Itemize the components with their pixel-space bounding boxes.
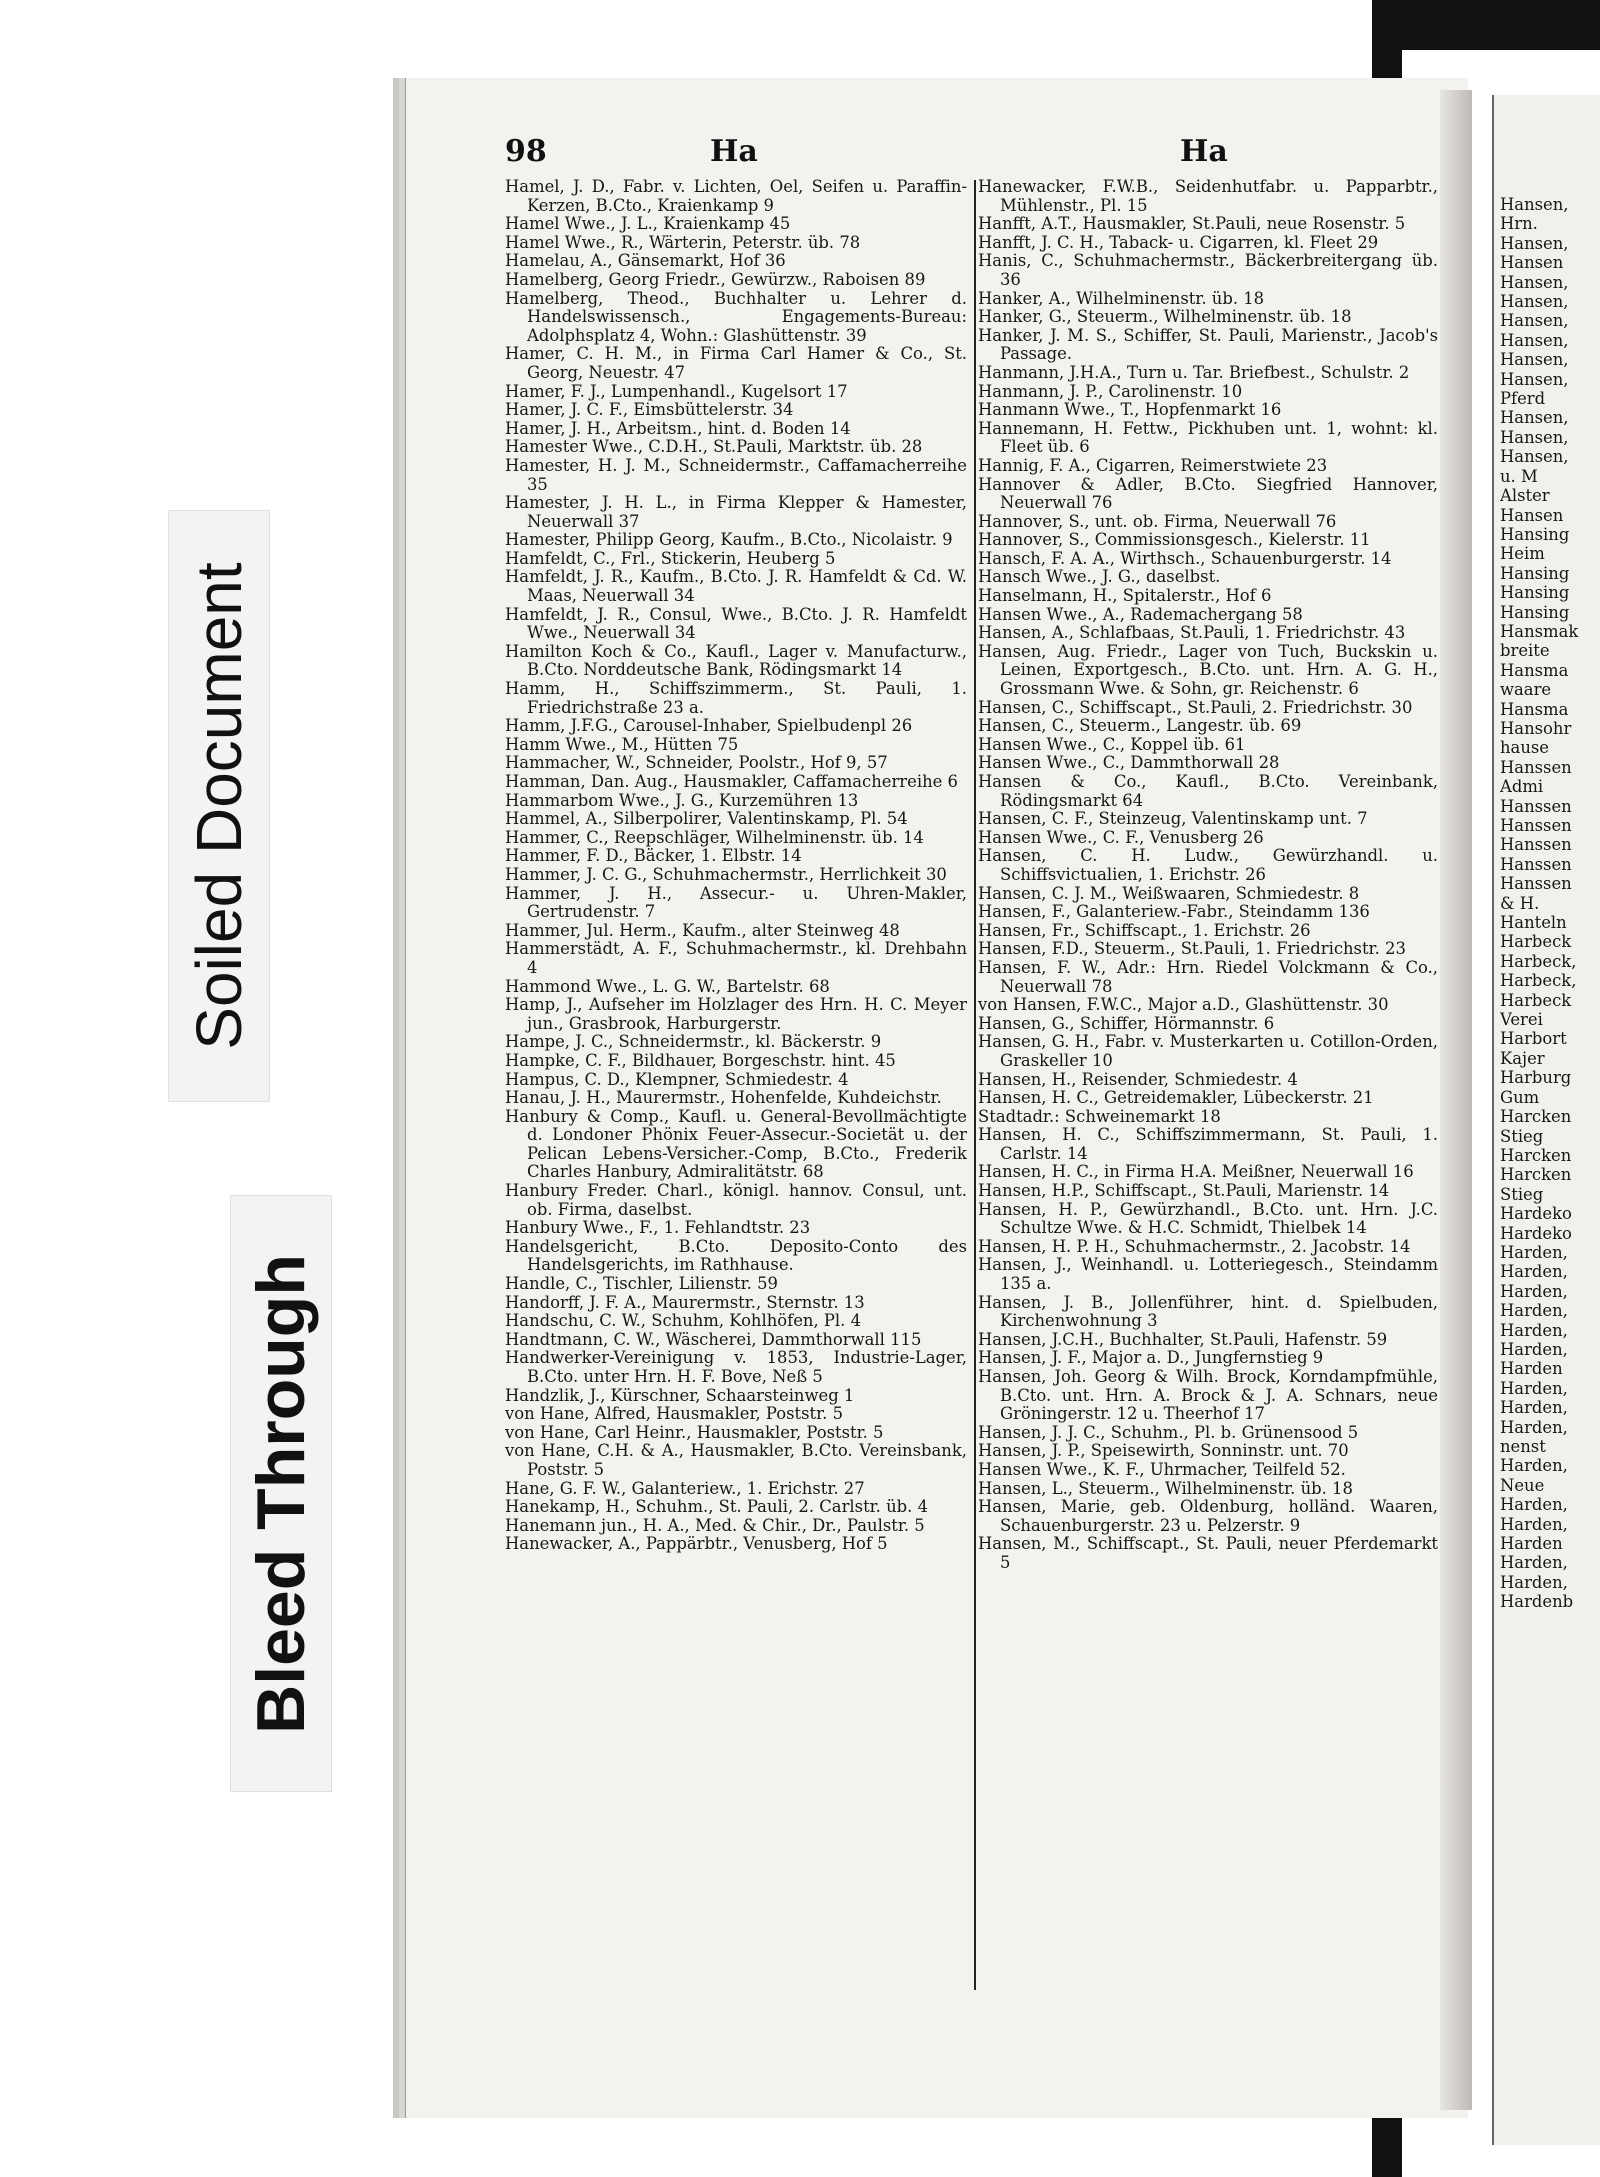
directory-entry: Hansen, H. P. H., Schuhmachermstr., 2. Jacobstr. 14 [978, 1236, 1411, 1256]
directory-entry: Hansen, C., Schiffscapt., St.Pauli, 2. Friedrichstr. 30 [978, 697, 1413, 717]
directory-entry: Hamer, C. H. M., in Firma Carl Hamer & Co., St. Georg, Neuestr. 47 [505, 344, 967, 382]
neighbor-entry-fragment: Hansmak [1500, 621, 1579, 641]
directory-entry: Hansen, H. C., Schiffszimmermann, St. Pauli, 1. Carlstr. 14 [978, 1125, 1438, 1163]
neighbor-entry-fragment: u. M [1500, 466, 1538, 486]
directory-entry: Hamm, J.F.G., Carousel-Inhaber, Spielbudenpl 26 [505, 716, 913, 736]
neighbor-entry-fragment: Hanteln [1500, 913, 1567, 933]
directory-entry: Hampke, C. F., Bildhauer, Borgeschstr. hint. 45 [505, 1050, 896, 1070]
neighbor-entry-fragment: Hansing [1500, 524, 1570, 544]
directory-entry: Hansen, Fr., Schiffscapt., 1. Erichstr. 26 [978, 920, 1311, 940]
neighbor-page-fragments [1500, 195, 1600, 1612]
directory-entry: Hamester, Philipp Georg, Kaufm., B.Cto., Nicolaistr. 9 [505, 530, 953, 550]
bleed-through-label [230, 1195, 332, 1792]
neighbor-entry-fragment: Hansen, [1500, 292, 1569, 312]
directory-entry: Hansen, J. B., Jollenführer, hint. d. Spielbuden, Kirchenwohnung 3 [978, 1292, 1438, 1331]
directory-entry: Hamelberg, Georg Friedr., Gewürzw., Raboisen 89 [505, 269, 926, 289]
neighbor-entry-fragment: Hardenb [1500, 1592, 1574, 1612]
directory-entry: Hammond Wwe., L. G. W., Bartelstr. 68 [505, 976, 830, 996]
directory-entry: Hansen Wwe., C., Koppel üb. 61 [978, 734, 1246, 754]
directory-entry: Hansen, J. J. C., Schuhm., Pl. b. Grünensood 5 [978, 1422, 1359, 1442]
neighbor-entry-fragment: Harbeck, [1500, 971, 1577, 991]
neighbor-entry-fragment: Harden, [1500, 1262, 1568, 1282]
directory-entry: Hanfft, A.T., Hausmakler, St.Pauli, neue Rosenstr. 5 [978, 214, 1406, 234]
directory-entry: Hansen Wwe., A., Rademachergang 58 [978, 604, 1303, 624]
directory-entry: von Hansen, F.W.C., Major a.D., Glashüttenstr. 30 [978, 995, 1389, 1015]
directory-entry: Stadtadr.: Schweinemarkt 18 [978, 1106, 1221, 1126]
directory-entry: Hamel Wwe., R., Wärterin, Peterstr. üb. 78 [505, 232, 861, 252]
neighbor-entry-fragment: Hanssen [1500, 854, 1572, 874]
neighbor-entry-fragment: Hansing [1500, 602, 1570, 622]
directory-entry: Hamelberg, Theod., Buchhalter u. Lehrer d. Handelswissensch., Engagements-Bureau: Adolphsplatz 4, Wohn.: Glashüttenstr. 39 [505, 288, 967, 345]
page-number: 98 [505, 134, 547, 169]
directory-entry: Hansen, A., Schlafbaas, St.Pauli, 1. Friedrichstr. 43 [978, 623, 1406, 643]
neighbor-entry-fragment: Harden, [1500, 1301, 1568, 1321]
directory-entry: Hammer, J. H., Assecur.- u. Uhren-Makler, Gertrudenstr. 7 [505, 883, 967, 922]
neighbor-entry-fragment: breite [1500, 641, 1550, 661]
neighbor-entry-fragment: Harden, [1500, 1553, 1568, 1573]
page-gutter [1440, 90, 1472, 2110]
directory-entry: Hammerstädt, A. F., Schuhmachermstr., kl. Drehbahn 4 [505, 939, 967, 977]
bleed-through-text: Bleed Through [243, 1253, 319, 1734]
directory-entry: Hanker, A., Wilhelminenstr. üb. 18 [978, 288, 1265, 308]
neighbor-entry-fragment: Harbeck [1500, 932, 1572, 952]
directory-entry: Hansch, F. A. A., Wirthsch., Schauenburgerstr. 14 [978, 548, 1392, 568]
directory-entry: Hanker, J. M. S., Schiffer, St. Pauli, Marienstr., Jacob's Passage. [978, 325, 1438, 364]
neighbor-entry-fragment: Hanssen [1500, 874, 1572, 894]
neighbor-entry-fragment: Harden [1500, 1359, 1563, 1379]
soiled-document-label [168, 510, 270, 1102]
directory-entry: Hannover, S., unt. ob. Firma, Neuerwall 76 [978, 511, 1337, 531]
directory-entry: Handschu, C. W., Schuhm, Kohlhöfen, Pl. 4 [505, 1311, 862, 1331]
neighbor-entry-fragment: nenst [1500, 1437, 1546, 1456]
neighbor-entry-fragment: Hansma [1500, 660, 1569, 680]
neighbor-entry-fragment: hause [1500, 738, 1549, 758]
directory-entry: Handzlik, J., Kürschner, Schaarsteinweg 1 [505, 1385, 855, 1405]
directory-entry: Hamer, J. C. F., Eimsbüttelerstr. 34 [505, 400, 794, 420]
directory-entry: Hampus, C. D., Klempner, Schmiedestr. 4 [505, 1069, 849, 1089]
directory-entry: Hansen, H. C., in Firma H.A. Meißner, Neuerwall 16 [978, 1162, 1414, 1182]
directory-entry: Hanekamp, H., Schuhm., St. Pauli, 2. Carlstr. üb. 4 [505, 1497, 929, 1517]
neighbor-entry-fragment: Harden, [1500, 1320, 1568, 1340]
directory-entry: Handwerker-Vereinigung v. 1853, Industrie-Lager, B.Cto. unter Hrn. H. F. Bove, Neß 5 [505, 1348, 967, 1386]
directory-entry: Hanker, G., Steuerm., Wilhelminenstr. üb. 18 [978, 307, 1352, 327]
directory-entry: Handelsgericht, B.Cto. Deposito-Conto des Handelsgerichts, im Rathhause. [505, 1236, 967, 1275]
neighbor-entry-fragment: Harden, [1500, 1378, 1568, 1398]
directory-entry: Hansen, L., Steuerm., Wilhelminenstr. üb. 18 [978, 1478, 1353, 1498]
directory-entry: Hamm Wwe., M., Hütten 75 [505, 734, 739, 754]
directory-entry: Hammer, Jul. Herm., Kaufm., alter Steinweg 48 [505, 920, 900, 940]
directory-entry: Hannover, S., Commissionsgesch., Kielerstr. 11 [978, 530, 1371, 550]
directory-entry: Hansen, C. J. M., Weißwaaren, Schmiedestr. 8 [978, 883, 1360, 903]
neighbor-entry-fragment: Hansen, [1500, 233, 1569, 253]
neighbor-entry-fragment: waare [1500, 680, 1552, 700]
directory-entry: Hansen, F., Galanteriew.-Fabr., Steindamm 136 [978, 902, 1370, 922]
directory-entry: Hamester, H. J. M., Schneidermstr., Caffamacherreihe 35 [505, 455, 967, 494]
directory-entry: Hannover & Adler, B.Cto. Siegfried Hannover, Neuerwall 76 [978, 474, 1438, 513]
neighbor-entry-fragment: Neue [1500, 1475, 1545, 1495]
neighbor-entry-fragment: Hrn. [1500, 214, 1538, 234]
directory-entry: Hanmann, J. P., Carolinenstr. 10 [978, 381, 1243, 401]
directory-entry: von Hane, Carl Heinr., Hausmakler, Poststr. 5 [505, 1422, 884, 1442]
neighbor-entry-fragment: Hansma [1500, 699, 1569, 719]
directory-entry: Hansen & Co., Kaufl., B.Cto. Vereinbank, Rödingsmarkt 64 [978, 772, 1438, 810]
soiled-document-text: Soiled Document [183, 562, 255, 1050]
directory-entry: Hansen, M., Schiffscapt., St. Pauli, neuer Pferdemarkt 5 [978, 1534, 1438, 1572]
directory-entry: Hampe, J. C., Schneidermstr., kl. Bäckerstr. 9 [505, 1032, 882, 1052]
directory-entry: Hansen, H. C., Getreidemakler, Lübeckerstr. 21 [978, 1088, 1374, 1108]
scan-border-top [1372, 0, 1600, 50]
neighbor-entry-fragment: Harcken [1500, 1165, 1572, 1185]
directory-entry: Hansen, C., Steuerm., Langestr. üb. 69 [978, 716, 1302, 736]
directory-entry: Hamer, F. J., Lumpenhandl., Kugelsort 17 [505, 381, 848, 401]
directory-entry: Hamman, Dan. Aug., Hausmakler, Caffamacherreihe 6 [505, 772, 958, 791]
directory-entry: Handorff, J. F. A., Maurermstr., Sternstr. 13 [505, 1292, 865, 1312]
directory-entry: Hansen Wwe., C. F., Venusberg 26 [978, 827, 1264, 847]
neighbor-entry-fragment: Harden, [1500, 1242, 1568, 1262]
neighbor-entry-fragment: Gum [1500, 1087, 1540, 1107]
neighbor-entry-fragment: Admi [1500, 777, 1544, 797]
directory-entry: Hansen, C. H. Ludw., Gewürzhandl. u. Schiffsvictualien, 1. Erichstr. 26 [978, 846, 1438, 884]
neighbor-entry-fragment: Harden, [1500, 1495, 1568, 1515]
directory-entry: Hammer, F. D., Bäcker, 1. Elbstr. 14 [505, 846, 802, 866]
directory-entry: Hamm, H., Schiffszimmerm., St. Pauli, 1. Friedrichstraße 23 a. [505, 679, 967, 717]
directory-entry: Hansen Wwe., K. F., Uhrmacher, Teilfeld 52. [978, 1459, 1346, 1479]
directory-entry: Hanbury Wwe., F., 1. Fehlandtstr. 23 [505, 1218, 811, 1238]
directory-entry: Hansen, G., Schiffer, Hörmannstr. 6 [978, 1013, 1275, 1033]
neighbor-entry-fragment: Harburg [1500, 1068, 1572, 1088]
neighbor-entry-fragment: Hansen [1500, 253, 1564, 273]
directory-entry: Hammer, C., Reepschläger, Wilhelminenstr. üb. 14 [505, 827, 924, 847]
column-divider [974, 180, 976, 1990]
directory-entry: Hammel, A., Silberpolirer, Valentinskamp, Pl. 54 [505, 809, 908, 829]
directory-entry: Hansen, H. P., Gewürzhandl., B.Cto. unt. Hrn. J.C. Schultze Wwe. & H.C. Schmidt, Thielbek 14 [978, 1199, 1438, 1238]
running-header-left: Ha [710, 134, 758, 169]
directory-entry: Hansen, H.P., Schiffscapt., St.Pauli, Marienstr. 14 [978, 1181, 1390, 1201]
directory-entry: Hane, G. F. W., Galanteriew., 1. Erichstr. 27 [505, 1478, 865, 1498]
directory-entry: Hamfeldt, J. R., Consul, Wwe., B.Cto. J. R. Hamfeldt Wwe., Neuerwall 34 [505, 604, 967, 643]
neighbor-entry-fragment: Verei [1500, 1010, 1543, 1030]
neighbor-entry-fragment: Harbeck [1500, 990, 1572, 1010]
neighbor-entry-fragment: Kajer [1500, 1048, 1545, 1068]
neighbor-entry-fragment: Stieg [1500, 1126, 1544, 1146]
neighbor-entry-fragment: Hansen, [1500, 195, 1569, 214]
neighbor-entry-fragment: Harden, [1500, 1398, 1568, 1418]
directory-entry: Hansen, C. F., Steinzeug, Valentinskamp unt. 7 [978, 809, 1368, 829]
neighbor-entry-fragment: Heim [1500, 544, 1545, 564]
directory-entry: Hanewacker, F.W.B., Seidenhutfabr. u. Papparbtr., Mühlenstr., Pl. 15 [978, 177, 1438, 215]
neighbor-entry-fragment: Harden, [1500, 1417, 1568, 1437]
directory-entry: Hamilton Koch & Co., Kaufl., Lager v. Manufacturw., B.Cto. Norddeutsche Bank, Rödingsmarkt 14 [505, 641, 967, 680]
directory-entry: von Hane, C.H. & A., Hausmakler, B.Cto. Vereinsbank, Poststr. 5 [505, 1441, 967, 1479]
neighbor-entry-fragment: Hansen, [1500, 447, 1569, 467]
directory-entry: Hansen Wwe., C., Dammthorwall 28 [978, 753, 1280, 773]
directory-entry: Hansen, G. H., Fabr. v. Musterkarten u. Cotillon-Orden, Graskeller 10 [978, 1032, 1438, 1070]
neighbor-entry-fragment: Hanssen [1500, 796, 1572, 816]
neighbor-entry-fragment: Hardeko [1500, 1204, 1572, 1224]
directory-entry: Hamel, J. D., Fabr. v. Lichten, Oel, Seifen u. Paraffin-Kerzen, B.Cto., Kraienkamp 9 [505, 177, 967, 215]
neighbor-entry-fragment: Harcken [1500, 1145, 1572, 1165]
directory-entry: Hannig, F. A., Cigarren, Reimerstwiete 23 [978, 455, 1328, 475]
directory-entry: Hannemann, H. Fettw., Pickhuben unt. 1, wohnt: kl. Fleet üb. 6 [978, 418, 1438, 457]
neighbor-entry-fragment: Harcken [1500, 1107, 1572, 1127]
directory-entry: Hamfeldt, J. R., Kaufm., B.Cto. J. R. Hamfeldt & Cd. W. Maas, Neuerwall 34 [505, 567, 967, 606]
directory-entry: Hansen, J. P., Speisewirth, Sonninstr. unt. 70 [978, 1441, 1349, 1461]
directory-entry: Hansen, Aug. Friedr., Lager von Tuch, Buckskin u. Leinen, Exportgesch., B.Cto. unt. Hrn. A. G. H., Grossmann Wwe. & Sohn, gr. Reichenstr. 6 [978, 641, 1438, 699]
directory-entry: Handle, C., Tischler, Lilienstr. 59 [505, 1274, 778, 1294]
directory-entry: Hansch Wwe., J. G., daselbst. [978, 567, 1221, 587]
neighbor-entry-fragment: Stieg [1500, 1184, 1544, 1204]
neighbor-entry-fragment: Hansing [1500, 563, 1570, 583]
directory-entry: Hanmann Wwe., T., Hopfenmarkt 16 [978, 400, 1282, 420]
directory-entry: Hansen, Joh. Georg & Wilh. Brock, Korndampfmühle, B.Cto. unt. Hrn. A. Brock & J. A. Schnars, neue Gröningerstr. 12 u. Theerhof 17 [978, 1367, 1438, 1424]
directory-entry: Hammacher, W., Schneider, Poolstr., Hof 9, 57 [505, 753, 888, 773]
directory-entry: Hanbury Freder. Charl., königl. hannov. Consul, unt. ob. Firma, daselbst. [505, 1181, 967, 1219]
directory-entry: Hamelau, A., Gänsemarkt, Hof 36 [505, 251, 786, 271]
directory-entry: von Hane, Alfred, Hausmakler, Poststr. 5 [505, 1404, 844, 1424]
neighbor-entry-fragment: Hansen, [1500, 408, 1569, 428]
neighbor-entry-fragment: Harbort [1500, 1029, 1567, 1049]
directory-entry: Hamp, J., Aufseher im Holzlager des Hrn. H. C. Meyer jun., Grasbrook, Harburgerstr. [505, 995, 967, 1033]
neighbor-entry-fragment: Harden, [1500, 1456, 1568, 1476]
neighbor-entry-fragment: Hansen, [1500, 311, 1569, 331]
directory-entry: Hamester Wwe., C.D.H., St.Pauli, Marktstr. üb. 28 [505, 437, 923, 457]
directory-column-left [505, 178, 967, 1554]
running-header-right: Ha [1180, 134, 1228, 169]
neighbor-entry-fragment: Hansen, [1500, 427, 1569, 447]
neighbor-entry-fragment: Hansen, [1500, 350, 1569, 370]
neighbor-entry-fragment: Harden, [1500, 1572, 1568, 1592]
neighbor-entry-fragment: Harden, [1500, 1514, 1568, 1534]
neighbor-entry-fragment: Hansen, [1500, 330, 1569, 350]
directory-entry: Hanewacker, A., Pappärbtr., Venusberg, Hof 5 [505, 1534, 888, 1554]
directory-entry: Hammer, J. C. G., Schuhmachermstr., Herrlichkeit 30 [505, 864, 947, 884]
neighbor-entry-fragment: Hardeko [1500, 1223, 1572, 1243]
neighbor-entry-fragment: Hanssen [1500, 816, 1572, 835]
directory-entry: Hamfeldt, C., Frl., Stickerin, Heuberg 5 [505, 548, 836, 568]
directory-entry: Hansen, J., Weinhandl. u. Lotteriegesch., Steindamm 135 a. [978, 1255, 1438, 1294]
directory-column-right [978, 178, 1438, 1573]
directory-entry: Hansen, H., Reisender, Schmiedestr. 4 [978, 1069, 1298, 1089]
directory-entry: Hanselmann, H., Spitalerstr., Hof 6 [978, 586, 1272, 606]
directory-entry: Hanis, C., Schuhmachermstr., Bäckerbreitergang üb. 36 [978, 251, 1438, 289]
neighbor-entry-fragment: Hanssen [1500, 835, 1572, 855]
neighbor-entry-fragment: Harden, [1500, 1339, 1568, 1359]
directory-entry: Hanemann jun., H. A., Med. & Chir., Dr., Paulstr. 5 [505, 1515, 925, 1535]
neighbor-entry-fragment: Harden [1500, 1534, 1563, 1554]
neighbor-entry-fragment: Hansing [1500, 583, 1570, 603]
directory-entry: Hammarbom Wwe., J. G., Kurzemühren 13 [505, 790, 859, 810]
neighbor-entry-fragment: Pferd [1500, 389, 1546, 409]
directory-entry: Hamester, J. H. L., in Firma Klepper & Hamester, Neuerwall 37 [505, 493, 967, 531]
neighbor-entry-fragment: Hansen, [1500, 272, 1569, 292]
neighbor-entry-fragment: Alster [1500, 486, 1550, 506]
directory-entry: Hansen, J. F., Major a. D., Jungfernstieg 9 [978, 1348, 1324, 1368]
directory-entry: Hansen, Marie, geb. Oldenburg, holländ. Waaren, Schauenburgerstr. 23 u. Pelzerstr. 9 [978, 1497, 1438, 1535]
directory-entry: Hanfft, J. C. H., Taback- u. Cigarren, kl. Fleet 29 [978, 232, 1379, 252]
neighbor-entry-fragment: Hansohr [1500, 718, 1572, 738]
directory-entry: Handtmann, C. W., Wäscherei, Dammthorwall 115 [505, 1329, 922, 1349]
neighbor-entry-fragment: Hanssen [1500, 757, 1572, 777]
directory-entry: Hansen, F.D., Steuerm., St.Pauli, 1. Friedrichstr. 23 [978, 939, 1406, 959]
directory-entry: Hanmann, J.H.A., Turn u. Tar. Briefbest., Schulstr. 2 [978, 362, 1410, 382]
neighbor-entry-fragment: Hansen [1500, 505, 1564, 525]
neighbor-entry-fragment: Hansen, [1500, 369, 1569, 389]
directory-entry: Hansen, F. W., Adr.: Hrn. Riedel Volckmann & Co., Neuerwall 78 [978, 957, 1438, 996]
directory-entry: Hansen, J.C.H., Buchhalter, St.Pauli, Hafenstr. 59 [978, 1329, 1388, 1349]
directory-entry: Hamel Wwe., J. L., Kraienkamp 45 [505, 214, 791, 234]
neighbor-entry-fragment: Harbeck, [1500, 951, 1577, 971]
directory-entry: Hanbury & Comp., Kaufl. u. General-Bevollmächtigte d. Londoner Phönix Feuer-Assecur.-Societät u. der Pelican Lebens-Versicher.-Comp, B.Cto., Frederik Charles Hanbury, Admiralitätstr. 68 [505, 1106, 967, 1182]
directory-entry: Hanau, J. H., Maurermstr., Hohenfelde, Kuhdeichstr. [505, 1088, 942, 1108]
neighbor-entry-fragment: Harden, [1500, 1281, 1568, 1301]
neighbor-entry-fragment: & H. [1500, 893, 1540, 913]
directory-entry: Hamer, J. H., Arbeitsm., hint. d. Boden 14 [505, 418, 851, 438]
